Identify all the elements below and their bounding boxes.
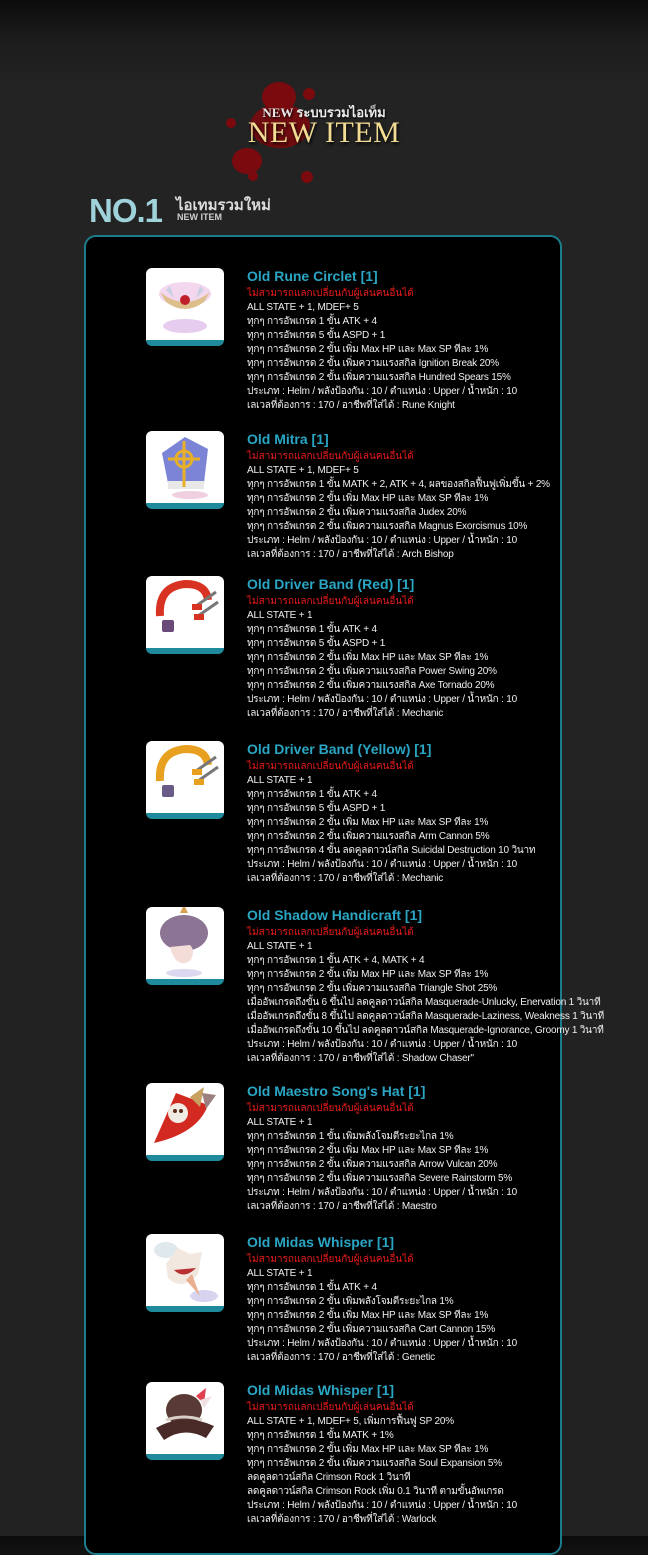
item-name: Old Shadow Handicraft [1] [247, 907, 423, 923]
item-name: Old Mitra [1] [247, 431, 329, 447]
item-stat-line: ALL STATE + 1 [247, 941, 313, 952]
item-stat-line: เมื่ออัพเกรดถึงขั้น 10 ขึ้นไป ลดคูลดาวน์สกิล Masquerade-Ignorance, Groomy 1 วินาที [247, 1025, 604, 1036]
trade-restriction-warning: ไม่สามารถแลกเปลี่ยนกับผู้เล่นคนอื่นได้ [247, 288, 414, 299]
trade-restriction-warning: ไม่สามารถแลกเปลี่ยนกับผู้เล่นคนอื่นได้ [247, 1402, 414, 1413]
item-stat-line: ทุกๆ การอัพเกรด 2 ขั้น เพิ่มความแรงสกิล Ignition Break 20% [247, 358, 499, 369]
midas-whisper-icon [146, 1234, 224, 1312]
item-stat-line: ประเภท : Helm / พลังป้องกัน : 10 / ตำแหน่ง : Upper / น้ำหนัก : 10 [247, 386, 517, 397]
section-title-thai: ไอเทมรวมใหม่ [176, 197, 271, 214]
trade-restriction-warning: ไม่สามารถแลกเปลี่ยนกับผู้เล่นคนอื่นได้ [247, 596, 414, 607]
item-stat-line: ประเภท : Helm / พลังป้องกัน : 10 / ตำแหน่ง : Upper / น้ำหนัก : 10 [247, 859, 517, 870]
item-stat-line: ประเภท : Helm / พลังป้องกัน : 10 / ตำแหน่ง : Upper / น้ำหนัก : 10 [247, 1039, 517, 1050]
section-number: NO.1 [89, 192, 163, 229]
trade-restriction-warning: ไม่สามารถแลกเปลี่ยนกับผู้เล่นคนอื่นได้ [247, 761, 414, 772]
item-stat-line: ทุกๆ การอัพเกรด 2 ขั้น เพิ่ม Max HP และ Max SP ทีละ 1% [247, 344, 489, 355]
rune-circlet-icon [146, 268, 224, 346]
item-stat-line: ทุกๆ การอัพเกรด 2 ขั้น เพิ่ม Max HP และ Max SP ทีละ 1% [247, 1444, 489, 1455]
item-stat-line: ประเภท : Helm / พลังป้องกัน : 10 / ตำแหน่ง : Upper / น้ำหนัก : 10 [247, 1187, 517, 1198]
item-stat-line: ALL STATE + 1 [247, 1268, 313, 1279]
maestro-hat-icon [146, 1083, 224, 1161]
item-stat-line: ทุกๆ การอัพเกรด 2 ขั้น เพิ่มความแรงสกิล Triangle Shot 25% [247, 983, 498, 994]
hero-title: NEW ITEM [247, 116, 401, 149]
item-stat-line: ALL STATE + 1 [247, 1117, 313, 1128]
mitra-hat-icon [146, 431, 224, 509]
item-stat-line: ทุกๆ การอัพเกรด 2 ขั้น เพิ่มความแรงสกิล Power Swing 20% [247, 666, 497, 677]
item-stat-line: ทุกๆ การอัพเกรด 1 ขั้น เพิ่มพลังโจมตีระยะไกล 1% [247, 1131, 454, 1142]
item-stat-line: ทุกๆ การอัพเกรด 4 ขั้น ลดคูลดาวน์สกิล Suicidal Destruction 10 วินาท [247, 845, 536, 856]
item-name: Old Driver Band (Red) [1] [247, 576, 415, 592]
item-stat-line: เลเวลที่ต้องการ : 170 / อาชีพที่ใส่ได้ : Warlock [247, 1514, 437, 1525]
item-stat-line: ทุกๆ การอัพเกรด 5 ขั้น ASPD + 1 [247, 803, 386, 814]
item-stat-line: ทุกๆ การอัพเกรด 2 ขั้น เพิ่มพลังโจมตีระยะไกล 1% [247, 1296, 454, 1307]
item-stat-line: ทุกๆ การอัพเกรด 2 ขั้น เพิ่มความแรงสกิล Severe Rainstorm 5% [247, 1173, 513, 1184]
shadow-handicraft-icon [146, 907, 224, 985]
driver-band-yellow-icon [146, 741, 224, 819]
item-stat-line: ทุกๆ การอัพเกรด 5 ขั้น ASPD + 1 [247, 330, 386, 341]
item-stat-line: ลดคูลดาวน์สกิล Crimson Rock 1 วินาที [247, 1472, 411, 1483]
item-name: Old Midas Whisper [1] [247, 1382, 395, 1398]
item-stat-line: ทุกๆ การอัพเกรด 2 ขั้น เพิ่มความแรงสกิล Soul Expansion 5% [247, 1458, 502, 1469]
item-name: Old Rune Circlet [1] [247, 268, 378, 284]
item-stat-line: ทุกๆ การอัพเกรด 2 ขั้น เพิ่มความแรงสกิล Axe Tornado 20% [247, 680, 495, 691]
driver-band-red-icon [146, 576, 224, 654]
item-stat-line: ทุกๆ การอัพเกรด 2 ขั้น เพิ่มความแรงสกิล Arrow Vulcan 20% [247, 1159, 498, 1170]
section-title-en: NEW ITEM [177, 212, 222, 222]
item-stat-line: ทุกๆ การอัพเกรด 5 ขั้น ASPD + 1 [247, 638, 386, 649]
item-stat-line: ทุกๆ การอัพเกรด 2 ขั้น เพิ่มความแรงสกิล Cart Cannon 15% [247, 1324, 496, 1335]
item-stat-line: ประเภท : Helm / พลังป้องกัน : 10 / ตำแหน่ง : Upper / น้ำหนัก : 10 [247, 535, 517, 546]
item-stat-line: ทุกๆ การอัพเกรด 1 ขั้น MATK + 1% [247, 1430, 394, 1441]
item-stat-line: เมื่ออัพเกรดถึงขั้น 8 ขึ้นไป ลดคูลดาวน์สกิล Masquerade-Laziness, Weakness 1 วินาที [247, 1011, 604, 1022]
item-stat-line: ลดคูลดาวน์สกิล Crimson Rock เพิ่ม 0.1 วินาที ตามขั้นอัพเกรด [247, 1486, 504, 1497]
trade-restriction-warning: ไม่สามารถแลกเปลี่ยนกับผู้เล่นคนอื่นได้ [247, 927, 414, 938]
hero-subtitle: NEW ระบบรวมไอเท็ม [262, 105, 386, 120]
item-stat-line: เลเวลที่ต้องการ : 170 / อาชีพที่ใส่ได้ : Genetic [247, 1352, 435, 1363]
item-stat-line: ทุกๆ การอัพเกรด 2 ขั้น เพิ่มความแรงสกิล Magnus Exorcismus 10% [247, 521, 528, 532]
item-stat-line: ทุกๆ การอัพเกรด 2 ขั้น เพิ่ม Max HP และ Max SP ทีละ 1% [247, 817, 489, 828]
item-stat-line: เมื่ออัพเกรดถึงขั้น 6 ขึ้นไป ลดคูลดาวน์สกิล Masquerade-Unlucky, Enervation 1 วินาที [247, 997, 601, 1008]
item-stat-line: ALL STATE + 1 [247, 775, 313, 786]
trade-restriction-warning: ไม่สามารถแลกเปลี่ยนกับผู้เล่นคนอื่นได้ [247, 451, 414, 462]
item-stat-line: ALL STATE + 1, MDEF+ 5 [247, 302, 359, 313]
item-stat-line: ทุกๆ การอัพเกรด 1 ขั้น ATK + 4 [247, 624, 377, 635]
item-stat-line: ALL STATE + 1, MDEF+ 5, เพิ่มการฟื้นฟู SP 20% [247, 1416, 454, 1427]
item-stat-line: ทุกๆ การอัพเกรด 1 ขั้น MATK + 2, ATK + 4, ผลของสกิลฟื้นฟูเพิ่มขึ้น + 2% [247, 479, 550, 490]
item-stat-line: ทุกๆ การอัพเกรด 2 ขั้น เพิ่มความแรงสกิล Hundred Spears 15% [247, 372, 511, 383]
item-stat-line: ทุกๆ การอัพเกรด 2 ขั้น เพิ่ม Max HP และ Max SP ทีละ 1% [247, 1310, 489, 1321]
item-stat-line: ทุกๆ การอัพเกรด 2 ขั้น เพิ่ม Max HP และ Max SP ทีละ 1% [247, 493, 489, 504]
trade-restriction-warning: ไม่สามารถแลกเปลี่ยนกับผู้เล่นคนอื่นได้ [247, 1254, 414, 1265]
item-stat-line: เลเวลที่ต้องการ : 170 / อาชีพที่ใส่ได้ : Maestro [247, 1201, 437, 1212]
item-stat-line: ทุกๆ การอัพเกรด 2 ขั้น เพิ่ม Max HP และ Max SP ทีละ 1% [247, 1145, 489, 1156]
item-stat-line: ทุกๆ การอัพเกรด 1 ขั้น ATK + 4 [247, 1282, 377, 1293]
item-stat-line: ทุกๆ การอัพเกรด 2 ขั้น เพิ่ม Max HP และ Max SP ทีละ 1% [247, 652, 489, 663]
item-stat-line: ALL STATE + 1 [247, 610, 313, 621]
item-stat-line: ประเภท : Helm / พลังป้องกัน : 10 / ตำแหน่ง : Upper / น้ำหนัก : 10 [247, 1500, 517, 1511]
item-stat-line: เลเวลที่ต้องการ : 170 / อาชีพที่ใส่ได้ : Mechanic [247, 873, 444, 884]
item-stat-line: เลเวลที่ต้องการ : 170 / อาชีพที่ใส่ได้ : Mechanic [247, 708, 444, 719]
item-stat-line: ทุกๆ การอัพเกรด 1 ขั้น ATK + 4 [247, 316, 377, 327]
item-name: Old Maestro Song's Hat [1] [247, 1083, 426, 1099]
hero-banner [0, 70, 648, 190]
item-list-panel [84, 235, 604, 1555]
item-stat-line: เลเวลที่ต้องการ : 170 / อาชีพที่ใส่ได้ : Arch Bishop [247, 549, 454, 560]
item-stat-line: เลเวลที่ต้องการ : 170 / อาชีพที่ใส่ได้ : Rune Knight [247, 400, 455, 411]
item-stat-line: ALL STATE + 1, MDEF+ 5 [247, 465, 359, 476]
trade-restriction-warning: ไม่สามารถแลกเปลี่ยนกับผู้เล่นคนอื่นได้ [247, 1103, 414, 1114]
item-stat-line: เลเวลที่ต้องการ : 170 / อาชีพที่ใส่ได้ : Shadow Chaser" [247, 1053, 474, 1064]
item-stat-line: ทุกๆ การอัพเกรด 2 ขั้น เพิ่มความแรงสกิล Judex 20% [247, 507, 467, 518]
item-stat-line: ทุกๆ การอัพเกรด 1 ขั้น ATK + 4 [247, 789, 377, 800]
item-stat-line: ทุกๆ การอัพเกรด 2 ขั้น เพิ่ม Max HP และ Max SP ทีละ 1% [247, 969, 489, 980]
item-stat-line: ประเภท : Helm / พลังป้องกัน : 10 / ตำแหน่ง : Upper / น้ำหนัก : 10 [247, 1338, 517, 1349]
item-name: Old Midas Whisper [1] [247, 1234, 395, 1250]
item-name: Old Driver Band (Yellow) [1] [247, 741, 432, 757]
witch-hat-icon [146, 1382, 224, 1460]
item-stat-line: ทุกๆ การอัพเกรด 1 ขั้น ATK + 4, MATK + 4 [247, 955, 425, 966]
item-stat-line: ทุกๆ การอัพเกรด 2 ขั้น เพิ่มความแรงสกิล Arm Cannon 5% [247, 831, 490, 842]
item-stat-line: ประเภท : Helm / พลังป้องกัน : 10 / ตำแหน่ง : Upper / น้ำหนัก : 10 [247, 694, 517, 705]
